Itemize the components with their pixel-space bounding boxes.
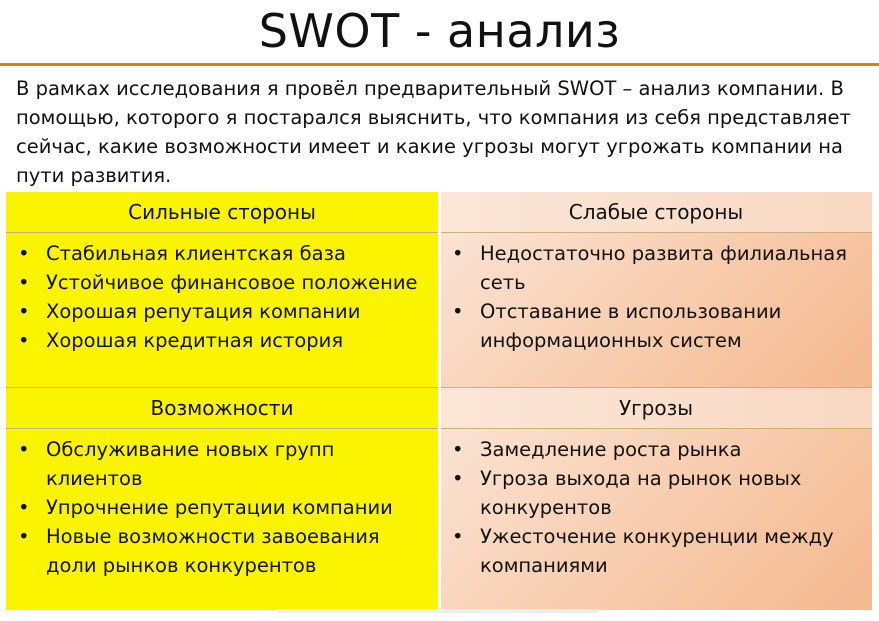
list-item: • Недостаточно развита филиальная сеть — [452, 239, 864, 297]
list-item: • Стабильная клиентская база — [18, 239, 430, 268]
opportunities-list — [6, 429, 438, 580]
threats-cell — [440, 429, 872, 610]
opportunities-cell — [6, 429, 438, 610]
title-divider — [0, 63, 879, 66]
weaknesses-cell — [440, 233, 872, 387]
list-item: • Упрочнение репутации компании — [18, 493, 430, 522]
column-divider — [438, 192, 441, 610]
list-item: • Угроза выхода на рынок новых конкурентов — [452, 464, 864, 522]
strengths-cell — [6, 233, 438, 387]
weaknesses-heading: Слабые стороны — [440, 192, 872, 232]
weaknesses-list — [440, 233, 872, 355]
strengths-list — [6, 233, 438, 355]
threats-heading: Угрозы — [440, 388, 872, 428]
swot-table — [6, 192, 872, 610]
list-item: • Хорошая кредитная история — [18, 326, 430, 355]
list-item: • Ужесточение конкуренции между компаниями — [452, 522, 864, 580]
list-item: • Хорошая репутация компании — [18, 297, 430, 326]
list-item: • Замедление роста рынка — [452, 435, 864, 464]
list-item: • Отставание в использовании информационных систем — [452, 297, 864, 355]
list-item: • Обслуживание новых групп клиентов — [18, 435, 430, 493]
list-item: • Новые возможности завоевания доли рынков конкурентов — [18, 522, 430, 580]
strengths-heading: Сильные стороны — [6, 192, 438, 232]
threats-list — [440, 429, 872, 580]
intro-paragraph: В рамках исследования я провёл предварительный SWOT – анализ компании. В помощью, которого я постарался выяснить, что компания из себя представляет сейчас, какие возможности имеет и какие угрозы могут угрожать компании на пути развития. — [16, 77, 851, 187]
slide-shadow — [278, 609, 598, 613]
opportunities-heading: Возможности — [6, 388, 438, 428]
list-item: • Устойчивое финансовое положение — [18, 268, 430, 297]
page-title: SWOT - анализ — [258, 4, 621, 58]
